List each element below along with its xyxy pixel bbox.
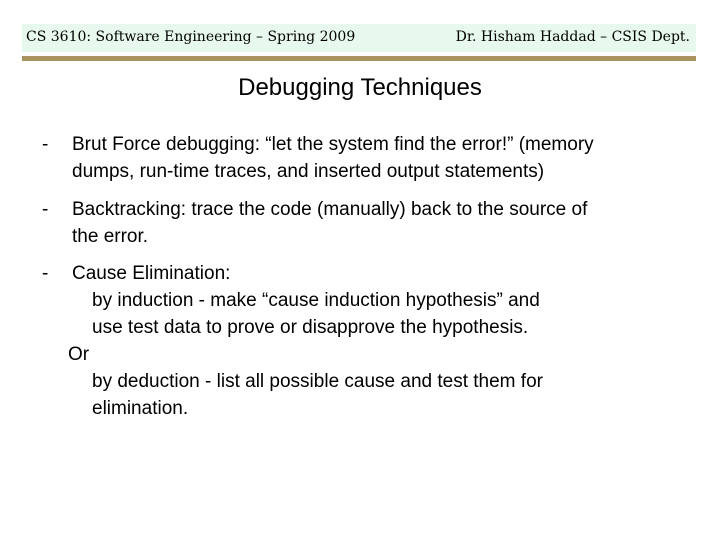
bullet-line: Or: [68, 344, 90, 365]
bullet-line: Backtracking: trace the code (manually) back to the source of: [72, 199, 588, 220]
bullet-line: the error.: [72, 226, 149, 247]
slide-header: [22, 24, 696, 52]
bullet-marker: -: [42, 263, 49, 284]
bullet-line: dumps, run-time traces, and inserted output statements): [72, 161, 545, 182]
bullet-marker: -: [42, 199, 49, 220]
slide-title: Debugging Techniques: [238, 74, 482, 101]
header-divider: [22, 56, 696, 61]
bullet-line: by deduction - list all possible cause and test them for: [92, 371, 543, 392]
course-title: CS 3610: Software Engineering – Spring 2009: [26, 29, 356, 45]
bullet-line: Cause Elimination:: [72, 263, 231, 284]
bullet-marker: -: [42, 134, 49, 155]
bullet-line: elimination.: [92, 398, 189, 419]
bullet-line: by induction - make “cause induction hypothesis” and: [92, 290, 540, 311]
bullet-line: Brut Force debugging: “let the system find the error!” (memory: [72, 134, 594, 155]
instructor-name: Dr. Hisham Haddad – CSIS Dept.: [455, 29, 690, 45]
bullet-line: use test data to prove or disapprove the hypothesis.: [92, 317, 529, 338]
